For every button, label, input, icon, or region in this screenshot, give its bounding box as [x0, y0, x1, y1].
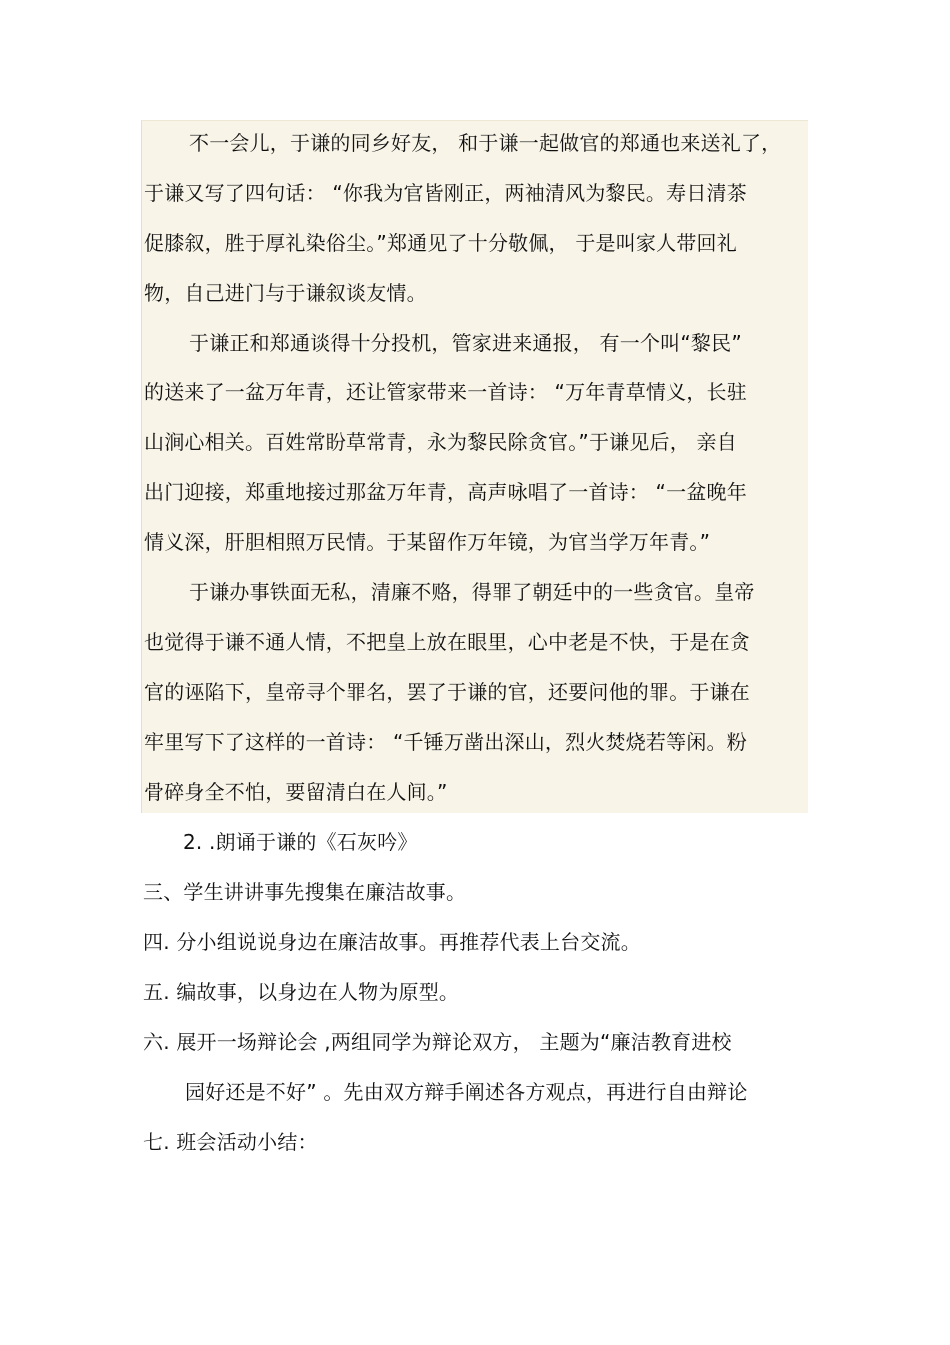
story-line: 于谦办事铁面无私，清廉不赂，得罪了朝廷中的一些贪官。皇帝	[189, 580, 755, 604]
story-line: 骨碎身全不怕，要留清白在人间。”	[144, 780, 448, 804]
story-line: 也觉得于谦不通人情，不把皇上放在眼里，心中老是不快，于是在贪	[144, 630, 750, 654]
story-line: 山涧心相关。百姓常盼草常青，永为黎民除贪官。”于谦见后， 亲自	[144, 430, 737, 454]
story-line: 官的诬陷下，皇帝寻个罪名，罢了于谦的官，还要问他的罪。于谦在	[144, 680, 750, 704]
story-line: 不一会儿，于谦的同乡好友， 和于谦一起做官的郑通也来送礼了，	[189, 131, 782, 155]
story-line: 促膝叙，胜于厚礼染俗尘。”郑通见了十分敬佩， 于是叫家人带回礼	[144, 231, 737, 255]
outline-item: 六. 展开一场辩论会 ,两组同学为辩论双方， 主题为“廉洁教育进校	[143, 1030, 732, 1054]
outline-item: 园好还是不好” 。先由双方辩手阐述各方观点，再进行自由辩论	[185, 1080, 748, 1104]
story-line: 情义深，肝胆相照万民情。于某留作万年镜，为官当学万年青。”	[144, 530, 711, 554]
story-line: 出门迎接，郑重地接过那盆万年青，高声咏唱了一首诗： “一盆晚年	[144, 480, 747, 504]
story-line: 于谦正和郑通谈得十分投机，管家进来通报， 有一个叫“黎民”	[189, 331, 742, 355]
outline-item: 2. .朗诵于谦的《石灰吟》	[183, 830, 418, 854]
outline-item: 四. 分小组说说身边在廉洁故事。再推荐代表上台交流。	[143, 930, 641, 954]
outline-item: 七. 班会活动小结：	[143, 1130, 318, 1154]
story-line: 的送来了一盆万年青，还让管家带来一首诗： “万年青草情义，长驻	[144, 380, 747, 404]
story-line: 物，自己进门与于谦叙谈友情。	[144, 281, 427, 305]
story-line: 牢里写下了这样的一首诗： “千锤万凿出深山，烈火焚烧若等闲。粉	[144, 730, 747, 754]
story-line: 于谦又写了四句话： “你我为官皆刚正，两袖清风为黎民。寿日清茶	[144, 181, 747, 205]
outline-item: 五. 编故事，以身边在人物为原型。	[143, 980, 460, 1004]
outline-item: 三、学生讲讲事先搜集在廉洁故事。	[143, 880, 467, 904]
